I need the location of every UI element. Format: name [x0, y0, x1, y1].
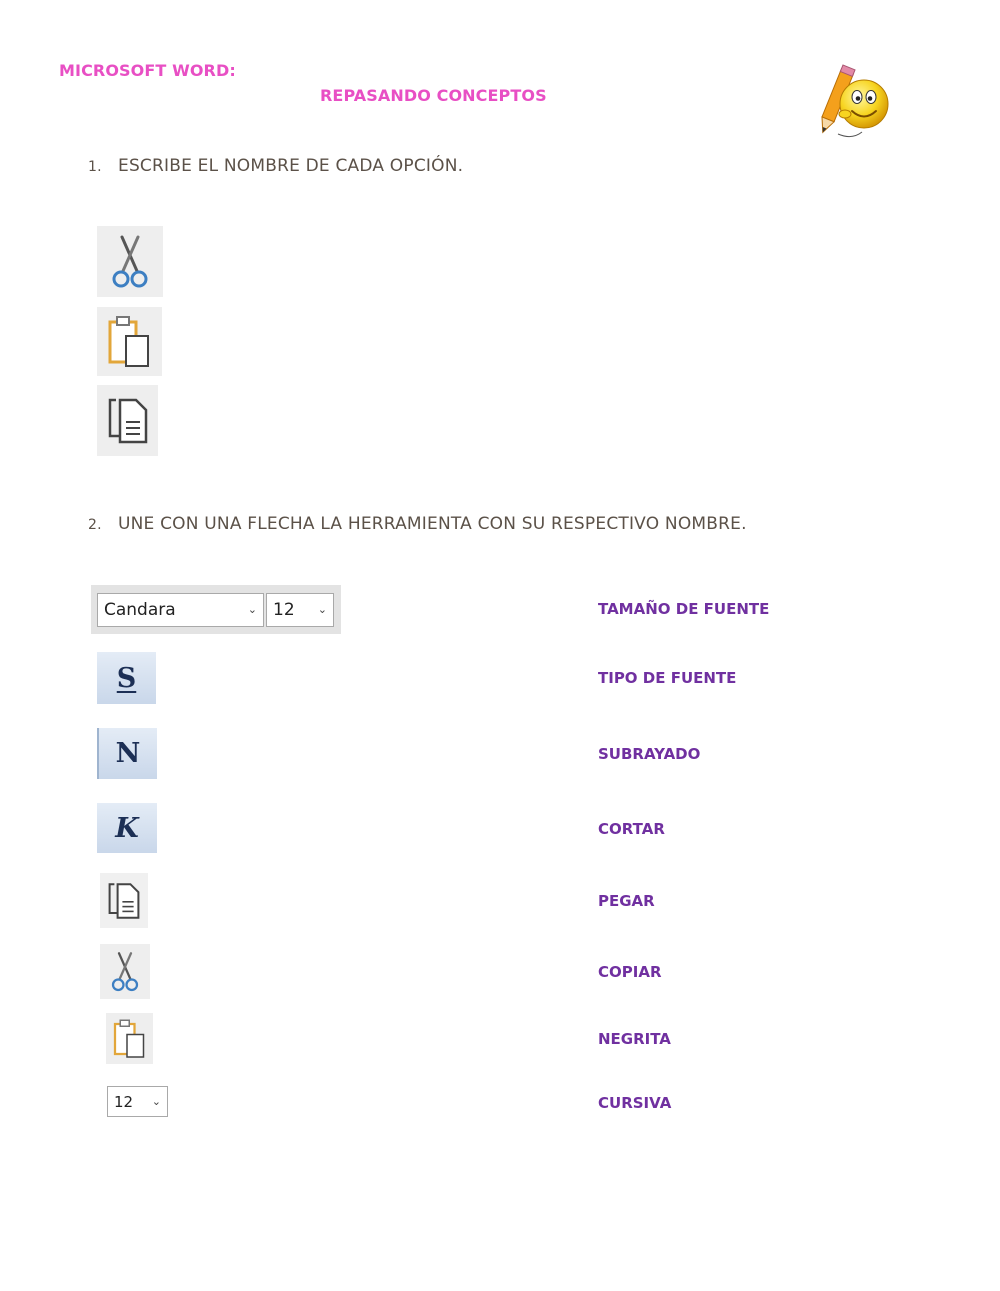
question-2-number: 2. [88, 517, 102, 533]
paste-icon [106, 1013, 153, 1064]
question-1-text: ESCRIBE EL NOMBRE DE CADA OPCIÓN. [118, 156, 464, 176]
question-2 [88, 514, 747, 534]
paste-icon [97, 307, 162, 376]
underline-letter: S [116, 662, 137, 694]
copy-icon [97, 385, 158, 456]
question-2-text: UNE CON UNA FLECHA LA HERRAMIENTA CON SU RESPECTIVO NOMBRE. [118, 514, 747, 534]
bold-letter: N [115, 738, 141, 769]
chevron-down-icon: ⌄ [247, 603, 257, 616]
document-title: MICROSOFT WORD: [59, 61, 236, 80]
answer-item: SUBRAYADO [598, 745, 701, 763]
italic-button-icon [97, 803, 157, 853]
question-1 [88, 156, 463, 176]
scissors-icon [100, 944, 150, 999]
font-size-select [266, 593, 334, 627]
answer-item: COPIAR [598, 963, 662, 981]
answer-item: NEGRITA [598, 1030, 671, 1048]
italic-letter: K [115, 812, 139, 844]
answer-item: CORTAR [598, 820, 665, 838]
smiley-pencil-icon [818, 64, 894, 144]
font-name-value: Candara [104, 599, 176, 620]
question-1-number: 1. [88, 159, 102, 175]
font-name-select [97, 593, 264, 627]
bold-button-icon [97, 728, 157, 779]
font-controls [91, 585, 341, 634]
font-size-value: 12 [273, 599, 295, 620]
scissors-icon [97, 226, 163, 297]
chevron-down-icon: ⌄ [151, 1095, 161, 1108]
answer-item: TAMAÑO DE FUENTE [598, 600, 770, 618]
answer-item: PEGAR [598, 892, 655, 910]
answer-item: CURSIVA [598, 1094, 672, 1112]
answer-item: TIPO DE FUENTE [598, 669, 737, 687]
copy-icon [100, 873, 148, 928]
document-subtitle: REPASANDO CONCEPTOS [320, 86, 547, 105]
small-size-value: 12 [114, 1092, 134, 1111]
font-size-small-select [107, 1086, 168, 1117]
chevron-down-icon: ⌄ [317, 603, 327, 616]
underline-button-icon [97, 652, 156, 704]
